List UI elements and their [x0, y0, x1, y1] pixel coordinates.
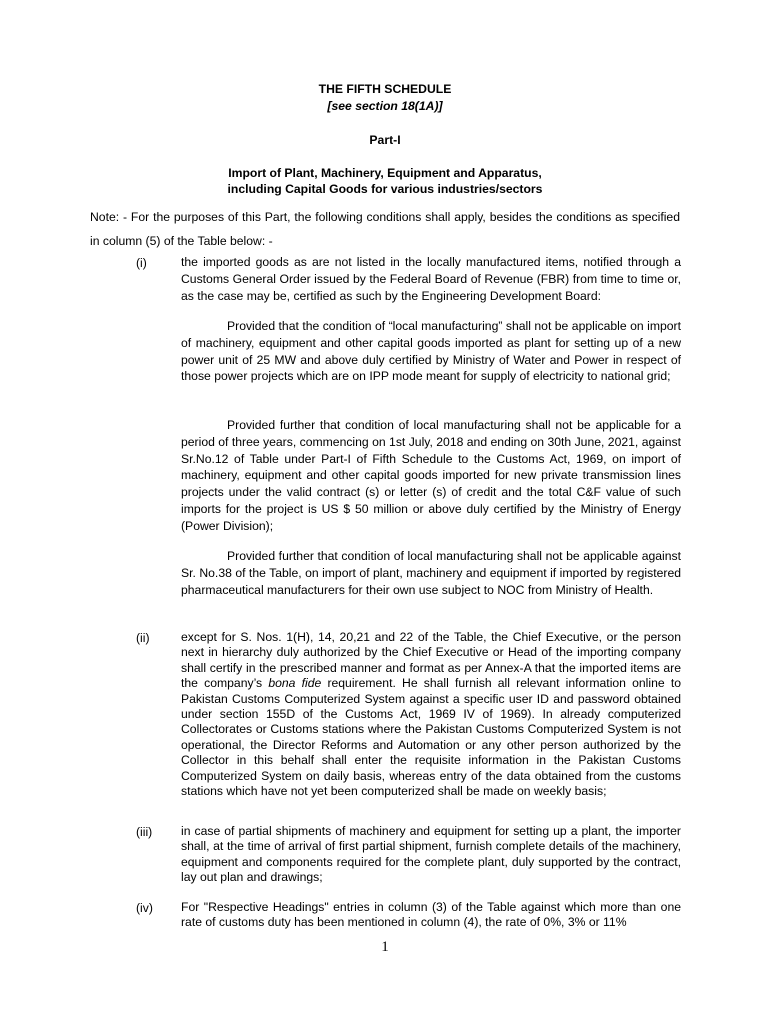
proviso-paragraph: Provided that the condition of “local manufacturing” shall not be applicable on import of machinery, equipment and other capital goods imported as plant for setting up of a new power unit of 25 MW and above duly certified by Ministry of Water and Power in respect of those power projects which are on IPP mode meant for supply of electricity to national grid; [181, 319, 681, 384]
item-number: (iii) [136, 825, 153, 839]
item-number: (i) [136, 256, 147, 270]
proviso-paragraph: Provided further that condition of local manufacturing shall not be applicable for a period of three years, commencing on 1st July, 2018 and ending on 30th June, 2021, against Sr.No.12 of Table under Part-I of Fifth Schedule to the Customs Act, 1969, on import of machinery, equipment and other capital goods imported for new private transmission lines projects under the valid contract (s) or letter (s) of credit and the total C&F value of such imports for the project is US $ 50 million or above duly certified by the Ministry of Energy (Power Division); [181, 418, 681, 533]
item-number: (iv) [136, 901, 153, 915]
item-text: in case of partial shipments of machinery and equipment for setting up a plant, the importer shall, at the time of arrival of first partial shipment, furnish complete details of the machinery, equipment and components required for the complete plant, duly supported by the contract, lay out plan and drawings; [181, 824, 681, 885]
proviso-paragraph: Provided further that condition of local manufacturing shall not be applicable against Sr. No.38 of the Table, on import of plant, machinery and equipment if imported by registered pharmaceutical manufacturers for their own use subject to NOC from Ministry of Health. [181, 549, 681, 597]
item-number: (ii) [136, 631, 150, 645]
section-reference: [see section 18(1A)] [327, 99, 443, 113]
part-heading: Part-I [369, 133, 401, 147]
schedule-title: THE FIFTH SCHEDULE [318, 82, 452, 96]
item-text: the imported goods as are not listed in the locally manufactured items, notified through a Customs General Order issued by the Federal Board of Revenue (FBR) from time to time or, as the case may be, certified as such by the Engineering Development Board: [181, 255, 681, 303]
item-text: For "Respective Headings" entries in column (3) of the Table against which more than one rate of customs duty has been mentioned in column (4), the rate of 0%, 3% or 11% [181, 900, 681, 930]
item-text: except for S. Nos. 1(H), 14, 20,21 and 22 of the Table, the Chief Executive, or the person next in hierarchy duly authorized by the Chief Executive or Head of the importing company shall certify in the prescribed manner and format as per Annex-A that the imported items are the company’s bona fide requirement. He shall furnish all relevant information online to Pakistan Customs Computerized System against a specific user ID and password obtained under section 155D of the Customs Act, 1969 IV of 1969). In already computerized Collectorates or Customs stations where the Pakistan Customs Computerized System is not operational, the Director Reforms and Automation or any other person authorized by the Collector in this behalf shall enter the requisite information in the Pakistan Customs Computerized System on daily basis, whereas entry of the data obtained from the customs stations which have not yet been computerized shall be made on weekly basis; [181, 630, 681, 799]
subtitle-line-2: including Capital Goods for various industries/sectors [227, 182, 543, 196]
italic-term: bona fide [268, 676, 322, 691]
subtitle-line-1: Import of Plant, Machinery, Equipment and Apparatus, [228, 166, 542, 180]
page-number: 1 [381, 939, 389, 955]
note-paragraph: Note: - For the purposes of this Part, the following conditions shall apply, besides the conditions as specified in column (5) of the Table below: - [90, 210, 680, 248]
